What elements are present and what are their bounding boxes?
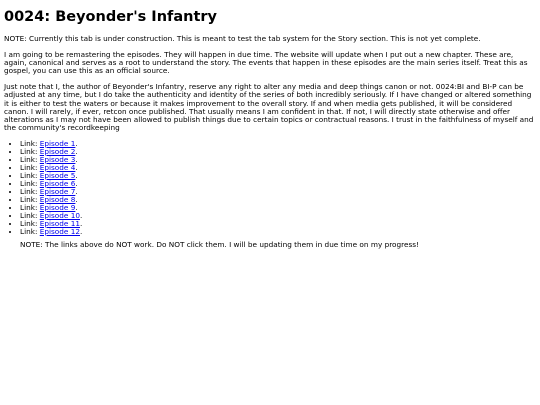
episode-link-11[interactable]: Episode 11 [39, 218, 80, 228]
list-item [20, 164, 537, 172]
episode-link-4[interactable]: Episode 4 [39, 162, 76, 172]
link-suffix: . [75, 178, 78, 188]
page-title: 0024: Beyonder's Infantry [4, 9, 217, 25]
construction-note: NOTE: Currently this tab is under construction. This is meant to test the tab system for the Story section. This is not yet complete. [4, 34, 481, 43]
link-prefix: Link: [20, 138, 40, 148]
link-suffix: . [75, 202, 78, 212]
list-item [20, 140, 537, 148]
link-prefix: Link: [20, 162, 40, 172]
link-prefix: Link: [20, 178, 40, 188]
link-suffix: . [75, 146, 78, 156]
episode-link-8[interactable]: Episode 8 [39, 194, 76, 204]
episode-link-5[interactable]: Episode 5 [39, 170, 76, 180]
link-prefix: Link: [20, 218, 40, 228]
link-prefix: Link: [20, 146, 40, 156]
episode-link-2[interactable]: Episode 2 [39, 146, 76, 156]
list-item [20, 212, 537, 220]
episode-link-3[interactable]: Episode 3 [39, 154, 76, 164]
link-suffix: . [75, 170, 78, 180]
link-suffix: . [75, 194, 78, 204]
episode-link-10[interactable]: Episode 10 [39, 210, 80, 220]
list-item [20, 172, 537, 180]
episode-link-7[interactable]: Episode 7 [39, 186, 76, 196]
link-prefix: Link: [20, 210, 40, 220]
list-item [20, 196, 537, 204]
links-warning-note: NOTE: The links above do NOT work. Do NOT click them. I will be updating them in due time on my progress! [20, 239, 420, 249]
link-prefix: Link: [20, 154, 40, 164]
list-item [20, 156, 537, 164]
episode-list [4, 140, 537, 236]
canon-paragraph: Just note that I, the author of Beyonder's Infantry, reserve any right to alter any media and deep things canon or not. 0024:BI and BI-P can be adjusted at any time, but I do take the authenticity and identity of the series of both incredibly seriously. If I have changed or altered something it is either to test the waters or because it makes improvement to the overall story. If and when media gets published, it will be considered canon. I will rarely, if ever, retcon once published. That usually means I am confident in that. If not, I will directly state otherwise and offer alterations as I may not have been allowed to publish things due to certain topics or contractual reasons. I trust in the faithfulness of myself and the community's recordkeeping [4, 82, 534, 132]
link-prefix: Link: [20, 194, 40, 204]
link-prefix: Link: [20, 226, 40, 236]
episode-link-1[interactable]: Episode 1 [39, 138, 76, 148]
link-suffix: . [75, 138, 78, 148]
list-item [20, 180, 537, 188]
link-suffix: . [75, 154, 78, 164]
list-item [20, 148, 537, 156]
link-suffix: . [80, 218, 83, 228]
link-prefix: Link: [20, 186, 40, 196]
list-item [20, 220, 537, 228]
link-suffix: . [80, 226, 83, 236]
episode-link-6[interactable]: Episode 6 [39, 178, 76, 188]
link-suffix: . [80, 210, 83, 220]
remaster-paragraph: I am going to be remastering the episodes. They will happen in due time. The website will update when I put out a new chapter. These are, again, canonical and serves as a root to understand the story. The events that happen in these episodes are the main series itself. Treat this as gospel, you can use this as an official source. [4, 50, 528, 76]
link-suffix: . [75, 186, 78, 196]
list-item [20, 188, 537, 196]
list-item [20, 204, 537, 212]
link-suffix: . [75, 162, 78, 172]
episode-link-12[interactable]: Episode 12 [39, 226, 80, 236]
list-item [20, 228, 537, 236]
episode-link-9[interactable]: Episode 9 [39, 202, 76, 212]
link-prefix: Link: [20, 170, 40, 180]
link-prefix: Link: [20, 202, 40, 212]
